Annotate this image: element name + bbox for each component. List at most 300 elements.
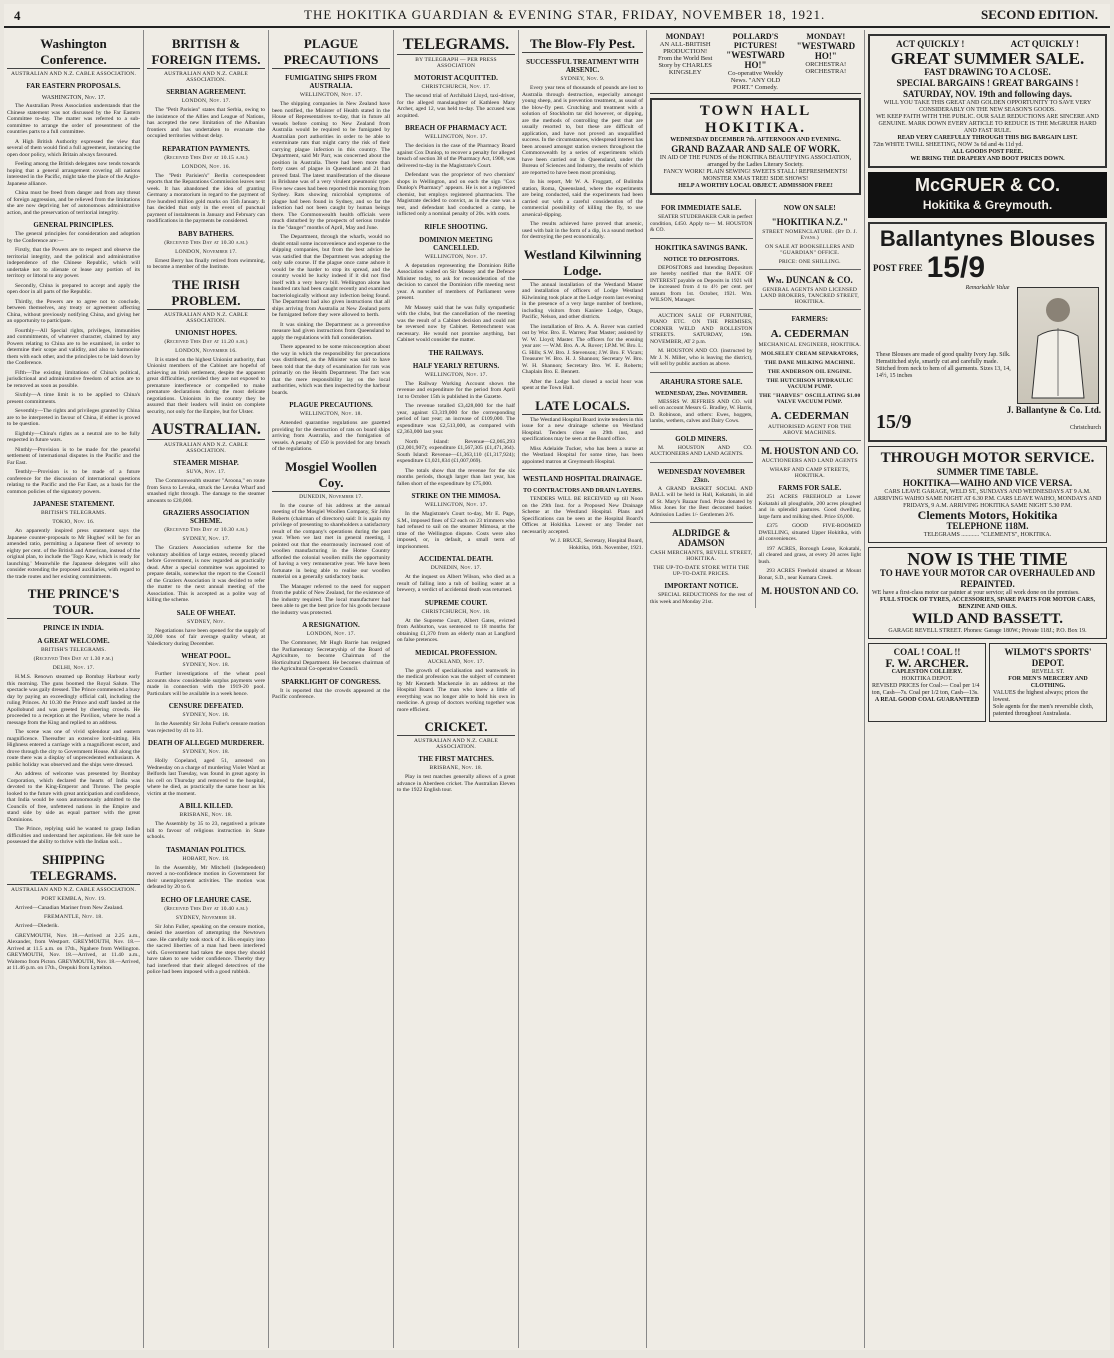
ad-title: FARMERS: — [791, 315, 828, 323]
ad-title: WEDNESDAY NOVEMBER 23rd. — [657, 467, 746, 484]
blouse-illustration — [1017, 287, 1099, 404]
cine-panel — [720, 30, 790, 93]
headline-washington: Washington Conference. — [7, 36, 140, 69]
archer-coal-ad — [868, 643, 986, 722]
ad-subtitle: IMPORTANT NOTICE. — [664, 582, 739, 590]
paragraph: The annual installation of the Westland Master and installation of officers of Lodge Westland Kilwinning took place at the Lodge room last evening in the presence of a very large number of brethren, including visitors from Kaniere Lodge, Otago, Pacific, Nelson, and other districts. — [522, 281, 643, 320]
section-head: SERBIAN AGREEMENT. — [166, 88, 246, 96]
ad-text: M. HOUSTON AND CO. (instructed by Mr J. N. Miller, who is leaving the district), will sell by public auction as above. — [650, 348, 753, 367]
section-head: THE RAILWAYS. — [428, 348, 484, 357]
ad-title: THROUGH MOTOR SERVICE. — [880, 450, 1095, 466]
price-row — [873, 251, 1102, 285]
paragraph: The Commonwealth steamer "Aroona," en route from Suva to Levuka, struck the Levuka Wharf and smashed right through. The damage to the steamer amounts to £20,000. — [147, 478, 265, 504]
ad-text: M. HOUSTON AND CO. AUCTIONEERS AND LAND AGENTS. — [650, 444, 753, 457]
dateline: SYDNEY, Nov. 17. — [182, 536, 230, 542]
ad-title: TOWN HALL HOKITIKA. — [699, 103, 812, 136]
paragraph: Feeling among the British delegates now tends towards hoping that a general arrangement covering all nations interested in the Pacific, might take the place of the Anglo-Japanese alliance. — [7, 161, 140, 187]
dateline: SYDNEY, Nov. 9. — [560, 76, 605, 82]
section-head: TO CONTRACTORS AND DRAIN LAYERS. — [523, 488, 642, 494]
paragraph: There appeared to be some misconception about the way in which the responsibility for precautions was distributed, as the Minister was said to have been told that the duty of examination for rats was primarily on the Health Department. The fact was that the mere responsibility lay on the local authorities, which was then inspected by the harbour boards. — [272, 344, 390, 396]
ad-title: NOW IS THE TIME — [907, 549, 1068, 569]
ad-subtitle: SPECIAL BARGAINS ! GREAT BARGAINS ! — [896, 78, 1079, 88]
dateline: WELLINGTON, Nov. 17. — [424, 371, 488, 378]
ad-text: 293 ACRES Freehold situated at Mount Bonar, S.D., near Kumara Creek. — [758, 568, 861, 581]
section-head: ACCIDENTAL DEATH. — [418, 555, 494, 563]
section-head: BABY BATHERS. — [178, 229, 234, 238]
paragraph: Amended quarantine regulations are gazetted providing for the destruction of rats on board ships arriving from Australia, and the fumigation of vessels. A penalty of £50 is provided for any breach of the regulations. — [272, 420, 390, 452]
ad-subtitle: CAPLESTON COLLIERY. — [891, 669, 963, 675]
ad-subtitle: PRICE: ONE SHILLING. — [778, 259, 841, 265]
section-head: WESTLAND HOSPITAL DRAINAGE. — [523, 475, 642, 483]
section-head: MEDICAL PROFESSION. — [415, 648, 497, 657]
column-1 — [4, 30, 144, 1348]
section-head: A GREAT WELCOME. — [37, 637, 110, 645]
headline-shipping: SHIPPING TELEGRAMS. — [7, 852, 140, 885]
price: 15/9 — [876, 411, 912, 433]
ad-subtitle: Remarkable Value — [965, 285, 1010, 291]
paragraph: The Department, through the wharfs, would no doubt entail some inconvenience and expense to the shipping companies, but from the best advice he was satisfied that the Department was adopting the only safe course. If the plague once came ashore it would be the harder to stop its spread, and the country would be lucky indeed if it did not find itself with a very heavy bill. Wellington alone has hundred rats had been caught recently and examined bacteriologically without any infection being found. The Department had also given instructions that all ships arriving from Australia at New Zealand ports be fumigated before they were allowed to berth. — [272, 234, 390, 318]
ad-subtitle: SATURDAY, NOV. 19th and following days. — [902, 89, 1073, 99]
brand-name: WILD AND BASSETT. — [911, 611, 1064, 627]
headline-plague: PLAGUE PRECAUTIONS — [272, 36, 390, 69]
paragraph: The revenue totalled £3,428,000 for the half year, against £3,319,000 for the corresponding period of last year; an increase of £109,000. The expenditure was £2,513,000, as compared with £2,363,000 last year. — [397, 403, 515, 435]
ad-text: A REAL GOOD COAL GUARANTEED — [874, 697, 980, 703]
dateline: BRISBANE, Nov. 18. — [179, 812, 233, 818]
paragraph: China must be freed from danger and from any threat of foreign aggression, and be relieved from the limitations she are now depriving her of autonomous administrative action, and the preservation of territorial integrity. — [7, 190, 140, 216]
dateline: CHRISTCHURCH, Nov. 18. — [421, 608, 491, 615]
ad-title: COAL ! COAL !! — [893, 647, 961, 657]
section-head: TASMANIAN POLITICS. — [166, 845, 246, 854]
paragraph: Fifth—The existing limitations of China's political, jurisdictional and administrative freedom of action are to be removed as soon as possible. — [7, 369, 140, 389]
ad-title: M. HOUSTON AND CO. — [761, 586, 859, 596]
ad-subtitle: STREET NOMENCLATURE. (By D. J. Evans.) — [762, 229, 858, 241]
dateline: (Received This Day at 11.20 a.m.) — [164, 338, 248, 345]
paragraph: Sixthly—A time limit is to be applied to China's present commitments. — [7, 392, 140, 405]
divider — [759, 440, 862, 441]
ad-text: These Blouses are made of good quality Ivory Jap. Silk. Hemstitched style, smartly cut and carefully made. Stitched from neck to hem of all garments. Sizes 13, 14, 14½, 15 inches — [876, 352, 1011, 379]
section-head: SUPREME COURT. — [424, 598, 488, 607]
ad-title: Wm. DUNCAN & CO. — [766, 275, 853, 285]
dateline: SYDNEY, November 18. — [175, 914, 237, 921]
brand-location: Christchurch — [1070, 425, 1101, 431]
divider — [522, 469, 643, 470]
ad-text: WE KEEP FAITH WITH THE PUBLIC. OUR SALE REDUCTIONS ARE SINCERE AND GENUINE. MARK DOWN EVERY ARTICLE TO REDUCE IS THE McGRUER HARD AND FAST RULE. — [876, 114, 1099, 134]
byline: AUSTRALIAN AND N.Z. CABLE ASSOCIATION. — [10, 71, 137, 77]
section-head: HALF YEARLY RETURNS. — [412, 361, 500, 370]
mcgruer-banner — [868, 172, 1107, 218]
paragraph: The Australian Press Association understands that the Chinese statement was not discussed by the Far Eastern Committee to-day. The matter was referred to a sub-committee to arrange the order of presentment of the countries parts to a full committee. — [7, 103, 140, 135]
dateline: HOBART, Nov. 18. — [182, 855, 230, 862]
paragraph: The Manager referred to the need for support from the public of New Zealand, for the existence of the industry required. The local manufacturer had been able to get the best price for his goods because the industry was protected. — [272, 583, 390, 616]
masthead — [4, 4, 1110, 28]
byline: AUSTRALIAN AND N.Z. CABLE ASSOCIATION. — [164, 442, 248, 454]
ad-text: VALUES the highest always; prices the lowest. — [993, 690, 1089, 703]
paragraph: The shipping companies in New Zealand have been notified, the Minister of Health stated in the House of Representatives to-day, that in future all vessels before coming to New Zealand from Australia would be required to be fumigated by Australian port authorities in order to be able to exterminate rats that might carry the risk of their carrying plague infection in this country. The Department, said Mr Parr, was concerned about the position in Australia. There had been more than forty cases of plague in Queensland and 21 had proved fatal. The latest manifestation of the disease in Brisbane was of a very virulent pneumonic type. Five new cases had been reported this morning from Sydney. Rats showing microbial symptoms of plague had been found in Sydney, and so far the infection had not been caught by human beings there. The Commonwealth health officials were much disturbed by the prospects of serious trouble in the "danger" months of April, May and June. — [272, 101, 390, 231]
section-head: SPARKLIGHT OF CONGRESS. — [281, 677, 381, 686]
ad-text: FULL STOCK OF TYRES, ACCESSORIES, SPARE PARTS FOR MOTOR CARS, BENZINE AND OILS. — [879, 597, 1096, 610]
dateline: WELLINGTON, Nov. 17. — [424, 253, 488, 260]
paragraph: TENDERS WILL BE RECEIVED up till Noon on the 29th Inst. for a Proposed New Drainage Scheme at the Westland Hospital. Plans and Specifications can be seen at the Hospital Board's Offices at Hokitika. Lowest or any Tender not necessarily accepted. — [522, 496, 643, 535]
paragraph: The "Petit Parisien's" Berlin correspondent reports that the Reparations Commission leaves next week. It has abandoned the idea of granting Germany a moratorium in regard to the payment of five hundred million gold marks on 15th January. It has decided that only in the event of punctual payment of instalments in January and February can modifications in the payments be considered. — [147, 172, 265, 224]
paragraph: Secondly, China is prepared to accept and apply the open door in all parts of the Republic. — [7, 282, 140, 295]
ad-subtitle: HOKITIKA—WAIHO AND VICE VERSA. — [902, 478, 1073, 488]
ad-subtitle: HOKITIKA DEPOT. — [901, 676, 953, 682]
cine-heading: MONDAY! — [665, 32, 705, 41]
section-head: WHEAT POOL. — [181, 652, 231, 660]
paragraph: Sir John Fuller, speaking on the censure motion, denied the assertion of attempting the Newtown case. He carefully took stock of it. His enquiry into the sacred liberties of a man had been interfered with. Government had taken the steps they should have taken to see wider confidence. Thereby they had interfered that their alleged detectives of the police had been imposed with a good rubbish. — [147, 923, 265, 975]
section-head: STRIKE ON THE MIMOSA. — [411, 492, 501, 500]
price: 15/9 — [926, 251, 985, 284]
dateline: LONDON, November 17. — [175, 248, 237, 255]
section-head: THE FIRST MATCHES. — [418, 755, 494, 763]
section-head: JAPANESE STATEMENT. — [32, 500, 115, 508]
ballantyne-footer — [876, 405, 1101, 434]
section-head: REPARATION PAYMENTS. — [162, 144, 250, 153]
ad-text: ALL GOODS POST FREE. — [951, 149, 1024, 155]
section-head: UNIONIST HOPES. — [175, 328, 237, 337]
divider — [759, 269, 862, 270]
section-head: A BILL KILLED. — [179, 802, 233, 810]
ad-text: WILL YOU TAKE THIS GREAT AND GOLDEN OPPORTUNITY TO SAVE VERY CONSIDERABLY ON THE NEW SEASON'S GOODS. — [883, 100, 1092, 113]
column-2 — [144, 30, 269, 1348]
headline-cricket: CRICKET. — [397, 719, 515, 736]
ad-subtitle: GENERAL AGENTS AND LICENSED LAND BROKERS, TANCRED STREET, HOKITIKA. — [760, 287, 859, 305]
divider — [650, 522, 753, 523]
dateline: LONDON, Nov. 16. — [181, 163, 231, 170]
brand-name: Clements Motors, Hokitika — [917, 508, 1058, 522]
paragraph: The Commoner, Mr Hugh Barrie has resigned the Parliamentary Secretaryship of the Board of Agriculture, to become Chairman of the Horticultural Department. He becomes chairman of the Agricultural Co-operative Council. — [272, 640, 390, 672]
paragraph: In the Assembly Sir John Fuller's censure motion was rejected by 41 to 31. — [147, 721, 265, 734]
ad-title: GOLD MINERS. — [675, 434, 728, 443]
ad-subtitle: THE ANDERSON OIL ENGINE. — [767, 369, 852, 375]
ad-text: READ VERY CAREFULLY THROUGH THIS BIG BARGAIN LIST. — [897, 135, 1078, 141]
dateline: SYDNEY, Nov. — [187, 618, 225, 625]
ad-text: £375 GOOD FIVE-ROOMED DWELLING, situated Upper Hokitika, with all conveniences. — [758, 523, 861, 542]
paragraph: In the Assembly, Mr Mitchell (Independent) moved a no-confidence motion in Government for their unemployment activities. The motion was defeated by 20 to 6. — [147, 864, 265, 890]
ads-left — [650, 199, 756, 608]
paragraph: It is reported that the crowds appeared at the Pacific conference. — [272, 687, 390, 700]
paragraph: The growth of specialisation and teamwork in the medical profession was the subject of comment by Mr Kenneth Mackenzie in an address at the Hospital Board. The man who knew a little of everything was no longer able to hold his own in medicine. A group of doctors working together was more efficient. — [397, 667, 515, 713]
brand-location: Hokitika & Greymouth. — [922, 198, 1053, 212]
paragraph: North Island: Revenue—£2,065,293 (£2,001,907); expenditure £1,567,305 (£1,471,364). South Island: Revenue—£1,363,110 (£1,317,924); expenditure £1,021,834 (£1,007,069). — [397, 438, 515, 464]
paragraph: The scene was one of vivid splendour and eastern magnificence. Thereafter an extensive lord-sitting. His Highness entered a carriage with a magnificent escort, and drove through the city to Government House. All along the route there was a display of unprecedented enthusiasm. A public holiday was observed and the ships were dressed. — [7, 729, 140, 768]
paragraph: The decision in the case of the Pharmacy Board against Cox Dunlop, to recover a penalty for alleged breach of section 38 of the Pharmacy Act, 1908, was delivered to-day in the Magistrate's Court. — [397, 143, 515, 169]
paragraph: The Westland Hospital Board invite tenders in this issue for a new drainage scheme on Westland Hospital. Tenders close on 29th inst, and specifications may be seen at the Board office. — [522, 416, 644, 442]
paragraph: Seventhly—The rights and privileges granted by China are to be interpreted in favour of China, if either is proved to be question. — [7, 408, 140, 427]
paragraph: Ernest Berry has finally retired from swimming, to become a member of the Institute. — [147, 257, 265, 270]
newspaper-page — [4, 4, 1110, 1350]
cine-panel — [791, 30, 861, 93]
ad-text: SPECIAL REDUCTIONS for the rest of this week and Monday 21st. — [650, 592, 753, 605]
ad-subtitle: SUMMER TIME TABLE. — [936, 467, 1039, 477]
section-head: PLAGUE PRECAUTIONS. — [289, 401, 373, 409]
paragraph: The totals show that the revenue for the six months periods, though larger than last year, has fallen short of the expenditure by £75,000. — [397, 467, 515, 487]
brand-name: McGRUER & CO. — [914, 175, 1060, 195]
byline: AUSTRALIAN AND N.Z. CABLE ASSOCIATION. — [164, 311, 248, 324]
ad-subtitle: MOLSELEY CREAM SEPARATORS, — [761, 351, 859, 357]
section-head: CENSURE DEFEATED. — [168, 702, 244, 710]
headline-irish-problem: THE IRISH PROBLEM. — [147, 277, 265, 310]
town-hall-ad — [650, 98, 861, 195]
paragraph: The "Petit Parisien" states that Serbia, owing to the insistence of the Allies and League of Nations, has accepted the new limitation of the Albanian frontiers and has undertaken to evacuate the occupied territories without delay. — [147, 107, 265, 139]
paragraph: An address of welcome was presented by Bombay Corporation, which declared the hearts of India was devoted to the King-Emperor and Throne. The people looked to the future with great anticipation and confidence, that India would be soon autonomously admitted to the Councils of free, unfettered nations in the Empire and stand side by side as equal partner with the great Dominions. — [7, 771, 140, 823]
dateline: LONDON, Nov. 17. — [306, 631, 356, 637]
cine-title: "WESTWARD HO!" — [726, 50, 785, 70]
paragraph: The general principles for consideration and adoption by the Conference are:— — [7, 231, 140, 244]
dateline: AUCKLAND, Nov. 17. — [427, 658, 485, 665]
ad-title: A. CEDERMAN — [770, 410, 849, 422]
paragraph: In his report, Mr W. A. Froggatt, of Bulimba station, Roma, Queensland, where the experiments are being conducted, said the experiments had been carried out with a careful consideration of the commercial possibility of killing the fly, to use arsenical-dipping. — [522, 179, 643, 218]
paragraph: Defendant was the proprietor of two chemists' shops in Wellington, and on each the sign "Cox Dunlop's Pharmacy" appears. He is not a registered chemist, but employs registered pharmacists. The Magistrate decided to convict, as in the case was a test, and defendant had conducted a camp, he inflicted only a nominal penalty of 20s. with costs. — [397, 172, 515, 217]
section-head: SALE OF WHEAT. — [176, 608, 236, 617]
ad-text: TELEPHONE 118M. — [946, 521, 1029, 531]
paragraph: After the Lodge had closed a social hour was spent at the Town Hall. — [522, 378, 643, 391]
ad-subtitle: REVELL ST. — [1031, 669, 1065, 675]
section-head: MOTORIST ACQUITTED. — [414, 74, 498, 82]
divider — [650, 462, 753, 463]
ad-text: AUCTION SALE OF FURNITURE, PIANO ETC. ON THE PREMISES, CORNER WELD AND ROLLESTON STREETS. SATURDAY, 19th. NOVEMBER, AT 2 p.m. — [650, 312, 753, 345]
ballantynes-blouses-ad — [868, 222, 1107, 442]
paragraph: H.M.S. Renown steamed up Bombay Harbour early this morning. The guns boomed the Royal Salute. The spectacle was gaily dressed. The Prince commenced a busy day by paying an exceedingly official call, including the ruling Princes. At 10.30 the Prince and staff landed at the Apollobund and was greeted by cheering crowds. He proceeded to a reception at the Pavilion, where he read a message from the King and replied to an address. — [7, 674, 140, 726]
dateline: WELLINGTON, Nov. 18. — [299, 411, 363, 417]
paragraph: The second trial of Archibald Lloyd, taxi-driver, for the alleged manslaughter of Kathleen Mary Archer, aged 12, was held to-day. The accused was acquitted. — [397, 93, 515, 119]
section-head: FUMIGATING SHIPS FROM AUSTRALIA. — [285, 74, 377, 90]
ad-text: CARS LEAVE GARAGE, WELD ST., SUNDAYS AND WEDNESDAYS AT 9 A.M. ARRIVING WAIHO SAME NIGHT AT 6.30 P.M. CARS LEAVE WAIHO, MONDAYS AND FRIDAYS, 9 A.M. ARRIVING HOKITIKA SAME NIGHT 5.30 P.M. — [873, 489, 1102, 509]
ad-subtitle: CASH MERCHANTS, REVELL STREET, HOKITIKA. — [650, 550, 753, 562]
ad-subtitle: FOR MEN'S MERCERY AND CLOTHING. — [1008, 676, 1088, 689]
byline: BY TELEGRAPH — PER PRESS ASSOCIATION — [415, 57, 497, 69]
ad-text: IN AID OF THE FUNDS of the HOKITIKA BEAUTIFYING ASSOCIATION, arranged by the Ladies Literary Society. — [659, 155, 852, 168]
paragraph: It is stated on the highest Unionist authority, that Unionist members of the Cabinet are hopeful of achieving an Irish settlement, despite the apparent great difficulties, provided they are not exposed to premature interference or compelled to make premature declarations during the most delicate negotiations. Unionists in the country they be assured that their leaders will insist on complete security, not only for the Empire, but for Ulster. — [147, 356, 265, 415]
dateline: TOKIO, Nov. 16. — [52, 519, 95, 525]
cine-panel — [650, 30, 720, 93]
dateline: FREMANTLE, Nov. 18. — [44, 914, 103, 920]
paragraph: Thirdly, the Powers are to agree not to conclude, between themselves, any treaty or agreement affecting China, without previously notifying China, and giving her an opportunity to participate. — [7, 298, 140, 324]
dateline: WASHINGTON, Nov. 17. — [41, 95, 106, 101]
ad-title: NOW ON SALE! — [783, 204, 836, 212]
ad-subtitle: WEDNESDAY, 23rd. NOVEMBER. — [654, 390, 748, 397]
ad-subtitle: TO HAVE YOUR MOTOR CAR OVERHAULED AND REPAINTED. — [879, 568, 1096, 589]
ad-text: SEATER STUDEBAKER CAR in perfect condition, £450. Apply to— M. HOUSTON & CO. — [650, 214, 753, 233]
byline: AUSTRALIAN AND N.Z. CABLE ASSOCIATION. — [10, 886, 137, 893]
column-3 — [269, 30, 394, 1348]
ad-subtitle: MECHANICAL ENGINEER, HOKITIKA. — [758, 342, 861, 348]
paragraph: The Graziers Association scheme for the voluntary abolition of large estates, recently placed before Government, is now regarded as practically dead. After a special committee was appointed to prepare details, somewhat the report to the Council of the Graziers Association it was decided to refer the matter to the next annual meeting of the Association. This is accepted as a polite way of killing the scheme. — [147, 545, 265, 603]
paragraph: It was sinking the Department as a preventive measure had given instructions from Queensland to apply the regulations with full consideration. — [272, 321, 390, 341]
dateline: (Received This Day at 10.30 a.m.) — [164, 527, 248, 533]
paragraph: Tenthly—Provision is to be made of a future conference for the discussion of international questions relating to the Pacific and the Far East, as a basis for the common policies of the signatory powers. — [7, 469, 140, 495]
headline-mosgiel: Mosgiel Woollen Coy. — [272, 459, 390, 492]
dateline: DELHI, Nov. 17. — [52, 665, 95, 671]
ad-text: HELP A WORTHY LOCAL OBJECT. ADMISSION FREE! — [678, 183, 833, 189]
ad-text: GARAGE REVELL STREET. Phones: Garage 180W.; Private 118J.; P.O. Box 19. — [888, 628, 1087, 634]
ad-subtitle: ON SALE AT BOOKSELLERS AND "GUARDIAN" OFFICE. — [765, 244, 855, 256]
ads-right — [759, 199, 862, 608]
byline: AUSTRALIAN AND N.Z. CABLE ASSOCIATION. — [164, 71, 248, 83]
column-4 — [394, 30, 519, 1348]
divider — [759, 309, 862, 310]
column-7 — [865, 30, 1110, 1348]
ad-text: A GRAND BASKET SOCIAL AND BALL will be held in Hall, Kokatahi, in aid of St. Mary's Bazaar fund. Prize donated by Miss Jones for the Best decorated basket. Admission Ladies 1/- Gentlemen 2/6. — [650, 485, 753, 518]
wild-bassett-ad — [868, 547, 1107, 639]
ad-text: DEPOSITORS and Intending Depositors are hereby notified that the RATE OF INTEREST payable on Deposits in 1921 will be increased from 4 to 4½ per cent. per annum from 1st. October, 1921. Wm. WILSON, Manager. — [650, 264, 753, 303]
dateline: WELLINGTON, Nov. 17. — [424, 134, 488, 140]
headline-late-locals: LATE LOCALS. — [522, 398, 643, 415]
ad-text: 251 ACRES FREEHOLD at Lower Kokatahi all ploughable, 200 acres ploughed and in splendid pastures. Good dwelling, large farm and milking shed. Price £6,000. — [758, 494, 861, 520]
ad-subtitle: GRAND BAZAAR AND SALE OF WORK. — [671, 144, 840, 154]
bottom-ads — [868, 643, 1107, 722]
ad-text: WE BRING THE DRAPERY AND BOOT PRICES DOWN. — [910, 156, 1065, 162]
dateline: DUNEDIN, Nov. 17. — [430, 565, 482, 571]
paragraph: A deputation representing the Dominion Rifle Association waited on Sir Massey and the Defence Minister today, to ask for reconsideration of the decision to cancel the Dominion rifle meeting next year. A number of members of Parliament were present. — [397, 262, 515, 301]
paragraph: Play in test matches generally allows of a great advance in Aberdeen cricket. The Australian Eleven to the 1922 English tour. — [397, 774, 515, 793]
ad-subtitle: AUCTIONEERS AND LAND AGENTS — [761, 458, 858, 464]
paragraph: At the Supreme Court, Albert Gates, evicted from Ashburton, was sentenced to 18 months for obtaining £1,370 from an elderly man at Langford on false pretences. — [397, 617, 515, 643]
woman-in-blouse-icon — [1018, 288, 1098, 403]
cine-text: ORCHESTRA! ORCHESTRA! — [805, 61, 847, 75]
section-head: A RESIGNATION. — [302, 621, 360, 629]
ad-title: A. CEDERMAN — [770, 328, 849, 340]
paragraph: Fourthly—All Special rights, privileges, immunities and commitments, of whatever character, claimed by any Powers relating to China are to be examined, in order to determine their scope and validity, and also to harmonise them with each other, and the principles to be laid down by the Conference. — [7, 327, 140, 366]
headline-prince-tour: THE PRINCE'S TOUR. — [7, 586, 140, 619]
page-number: 4 — [14, 8, 21, 23]
dateline: SYDNEY, Nov. 18. — [182, 712, 230, 718]
paragraph: In the course of his address at the annual meeting of the Mosgiel Woollen Company, Sir John Roberts (chairman of directors) said: It is again my privilege of presenting to shareholders a satisfactory result of the company's operations during the past year. When we last met in general meeting, I pointed out that the enormously increased cost of woollen manufacturing in the Home Country afforded the colonial woollen mills the opportunity of having a very remunerative year. We have been fortunate in being able to realise our woollen material on a generally satisfactory basis. — [272, 502, 390, 580]
paragraph: Arrived—Diederik. — [15, 923, 59, 929]
cine-heading: MONDAY! — [806, 32, 846, 41]
section-head: RIFLE SHOOTING. — [424, 222, 488, 231]
ad-text: TELEGRAMS ............ "CLEMENTS", HOKITIKA. — [923, 532, 1052, 538]
byline: BRITISH'S TELEGRAMS. — [40, 647, 107, 653]
dateline: (Received This Day at 10.40 a.m.) — [164, 905, 248, 912]
paragraph: The Assembly by 35 to 23, negatived a private bill to favour of religious instruction in State schools. — [147, 821, 265, 840]
dateline: (Received This Day at 10.30 a.m.) — [164, 239, 248, 246]
brand-name: F. W. ARCHER. — [885, 656, 969, 670]
cine-title: "WESTWARD HO!" — [796, 41, 856, 61]
dateline: (Received This Day at 10.15 a.m.) — [164, 154, 248, 161]
paragraph: GREYMOUTH, Nov. 18.—Arrived at 2.25 a.m., Alexander, from Westport. GREYMOUTH, Nov. 18.—Arrived at 11.5 a.m. on 17th., Ngahere from Wellington. GREYMOUTH, Nov. 18.—Arrived, at 11.40 a.m., Waitemo from Picton. GREYMOUTH, Nov. 18.—Arrived, at 11.46 p.m. on 17th., Orepuki from Lyttelton. — [7, 932, 140, 971]
dateline: BRISBANE, Nov. 18. — [429, 765, 483, 771]
ad-subtitle: THE HUTCHISON HYDRAULIC VACUUM PUMP. — [766, 378, 853, 390]
headline-telegrams: TELEGRAMS. — [397, 36, 515, 55]
section-head: DOMINION MEETING CANCELLED. — [419, 235, 493, 252]
paragraph: Every year tens of thousands of pounds are lost to Australia through destruction, especially amongst young sheep, and is prevention treatment, as usual of the blow-fly pest. Crutching and treatment with a solution of Stockholm tar did however, or dipping, are the methods of controlling the pest that are usually resorted to, but these are difficult of application, and have not proved an unqualified success. In the circumstances, widespread interest has been aroused amongst station owners throughout the Commonwealth by a series of experiments which have been carried out in Queensland, under the Bureau of Sciences and Industry, the results of which are reported to have been most promising. — [522, 85, 643, 176]
dateline: SUVA, Nov. 17. — [186, 469, 226, 475]
section-head: DEATH OF ALLEGED MURDERER. — [148, 739, 264, 747]
ads-split — [650, 199, 861, 608]
section-head: ECHO OF LEAHURE CASE. — [160, 895, 252, 904]
ad-subtitle: NOTICE TO DEPOSITORS. — [663, 256, 739, 263]
ad-text: ACT QUICKLY ! — [1010, 39, 1079, 49]
edition-label: SECOND EDITION. — [980, 7, 1098, 22]
paragraph: At the inquest on Albert Wilson, who died as a result of falling into a tub of boiling water at a brewery, a verdict of accidental death was returned. — [397, 574, 515, 593]
divider — [650, 238, 753, 239]
headline-british-foreign: BRITISH & FOREIGN ITEMS. — [147, 36, 265, 69]
paragraph: Negotiations have been opened for the supply of 32,000 tons of fair average quality wheat, at Valedictory during December. — [147, 627, 265, 647]
paragraph: An apparently inspired press statement says the Japanese counter-proposals to Mr Hughes' will be for an amended ratio, permitting a Japanese fleet of seventy to eighty per cent. of the British and American, instead of the original plan, to include the 'Togo Kaw, which is ready for launching.' Meanwhile the Japanese delegates will also consider extending the proposed auxiliaries, with regard to the trade routes and her existing commitments. — [7, 528, 140, 580]
paragraph: Eighthly—China's rights as a neutral are to be fully respected in future wars. — [7, 430, 140, 443]
price-label: POST FREE — [873, 262, 923, 273]
cine-text: Co-operative Weekly News. "ANY OLD PORT." Comedy. — [727, 70, 784, 91]
dateline: (Received This Day at 1.30 p.m.) — [33, 656, 114, 662]
ad-title: FOR IMMEDIATE SALE. — [660, 204, 742, 212]
ad-title: ARAHURA STORE SALE. — [659, 377, 743, 386]
ad-title: Ballantynes Blouses — [879, 226, 1096, 251]
divider — [650, 429, 753, 430]
byline: BRITISH'S TELEGRAMS. — [40, 510, 107, 516]
paragraph: Mr Massey said that he was fully sympathetic with the clubs, but the cancellation of the meeting was the result of a Cabinet decision and could not be reversed now by Cabinet. Retrenchment was necessary. He would not promise anything, but Cabinet would consider the matter. — [397, 304, 515, 343]
byline: AUSTRALIAN AND N.Z. CABLE ASSOCIATION. — [414, 738, 498, 750]
ad-subtitle: THE DANE MILKING MACHINE. — [764, 360, 856, 366]
dateline: SYDNEY, Nov. 18. — [182, 749, 230, 755]
headline-blowfly: The Blow-Fly Pest. — [522, 36, 643, 53]
through-motor-ad — [868, 446, 1107, 543]
ad-title: M. HOUSTON AND CO. — [761, 446, 859, 456]
dateline: LONDON, November 16. — [175, 347, 237, 354]
headline-australian: AUSTRALIAN. — [147, 421, 265, 440]
brand-name: J. Ballantyne & Co. Ltd. — [1006, 405, 1101, 415]
ad-title: "HOKITIKA N.Z." — [771, 217, 848, 227]
column-5 — [519, 30, 647, 1348]
ad-text: MESSRS W. JEFFRIES AND CO. will sell on account Messrs G. Bradley, W. Harris, D. Robinson, and others: Ewes, hoggets, lambs, wethers, calves and Dairy Cows. — [650, 398, 753, 424]
section-head: GENERAL PRINCIPLES. — [33, 221, 114, 229]
mcgruer-sale-ad — [868, 34, 1107, 168]
cine-text: From the World Best Story by CHARLES KINGSLEY — [657, 55, 713, 76]
newspaper-title: THE HOKITIKA GUARDIAN & EVENING STAR, FRIDAY, NOVEMBER 18, 1921. — [304, 7, 826, 22]
ad-text: WE have a first-class motor car painter at your service; all work done on the premises. — [872, 590, 1080, 596]
ad-text: REVISED PRICES for Coal:— Coal per 1/4 ton, Cash—7s. Coal per 1/2 ton, Cash—13s. — [872, 683, 980, 696]
paragraph: In the Magistrate's Court to-day, Mr E. Page, S.M., imposed fines of £2 each on 23 trimmers who had refused to sail on the steamer Mimosa, at the time of the Wellington dispute. Costs were also imposed, or, in default, a small term of imprisonment. — [397, 511, 515, 550]
pollards-pictures-ad — [650, 30, 861, 94]
paragraph: Further investigations of the wheat pool accounts show considerable surplus payments were made in connection with the 1919-20 pool. Particulars will be available in a week hence. — [147, 671, 265, 697]
ad-subtitle: FAST DRAWING TO A CLOSE. — [924, 67, 1051, 77]
dateline: WELLINGTON, Nov. 17. — [299, 92, 363, 98]
headline-kilwinning: Westland Kilwinning Lodge. — [523, 246, 642, 278]
ad-title: ALDRIDGE & ADAMSON — [672, 528, 731, 548]
ad-title: HOKITIKA SAVINGS BANK. — [655, 243, 748, 252]
paragraph: The results achieved have proved that arsenic, used with bait in the form of a dip, is a sound method for destroying the pest economically. — [522, 221, 643, 240]
ad-text: FANCY WORK! PLAIN SEWING! SWEETS STALL! REFRESHMENTS! MONSTER XMAS TREE! SIDE SHOWS! — [663, 169, 848, 182]
ad-subtitle: THE "HARVES" OSCILLATING $1.00 VALVE VACUUM PUMP. — [759, 393, 861, 405]
ad-text: 197 ACRES, Borough Lease, Kokatahi, all cleared and grass, at every 20 acres light bush. — [758, 545, 861, 565]
ad-text: WEDNESDAY DECEMBER 7th. AFTERNOON AND EVENING. — [670, 137, 841, 143]
paragraph: Holly Copeland, aged 51, arrested on Wednesday on a charge of murdering Violet Ward at Belfords last Tuesday, was found in great agony in his cell on Thursday and removed to the hospital, where he died, as practically the same hour as his victim at the moment. — [147, 758, 265, 797]
ad-text: 72in WHITE TWILL SHEETING, NOW 3s 6d and 4s 11d yd. — [873, 142, 1023, 148]
section-head: BREACH OF PHARMACY ACT. — [405, 124, 507, 132]
paragraph: Arrived—Canadian Mariner from New Zealand. — [15, 904, 124, 911]
section-head: FAR EASTERN PROPOSALS. — [26, 82, 121, 90]
paragraph: Ninthly—Provision is to be made for the peaceful settlement of international disputes in the Pacific and the Far East. — [7, 446, 140, 466]
dateline: SYDNEY, Nov. 18. — [182, 662, 230, 668]
dateline: CHRISTCHURCH, Nov. 17. — [421, 84, 491, 90]
section-head: GRAZIERS ASSOCIATION SCHEME. — [162, 509, 250, 525]
paragraph: Firstly, that the Powers are to respect and observe the territorial integrity, and the political and administrative independence of the Chinese Republic, which will undertake not to alienate or lease any portion of its territory or littoral to any power. — [7, 247, 140, 279]
ad-text: Sole agents for the men's reversible cloth, patented throughout Australasia. — [993, 704, 1094, 717]
dateline: LONDON, Nov. 17. — [181, 98, 231, 104]
ad-subtitle: WHARF AND CAMP STREETS, HOKITIKA. — [769, 467, 850, 479]
cine-heading: POLLARD'S PICTURES! — [732, 32, 779, 50]
section-head: PRINCE IN INDIA. — [43, 624, 104, 632]
section-head: SUCCESSFUL TREATMENT WITH ARSENIC. — [526, 58, 639, 74]
paragraph: The Railway Working Account shows the revenue and expenditure for the period from April 1st to October 15th is published in the Gazette. — [397, 380, 515, 400]
ad-title: GREAT SUMMER SALE. — [890, 49, 1085, 68]
paragraph: The Prince, replying said he wanted to grasp Indian difficulties and understand her aspirations. He felt sure he possessed the ability to thrive with the Indian soil... — [7, 826, 140, 845]
dateline: PORT KEMBLA, Nov. 19. — [41, 895, 106, 902]
wilmot-sports-ad — [989, 643, 1107, 722]
dateline: DUNEDIN, November 17. — [299, 493, 363, 500]
section-head: STEAMER MISHAP. — [173, 459, 239, 467]
ad-subtitle: AUTHORISED AGENT FOR THE ABOVE MACHINES. — [767, 424, 852, 436]
